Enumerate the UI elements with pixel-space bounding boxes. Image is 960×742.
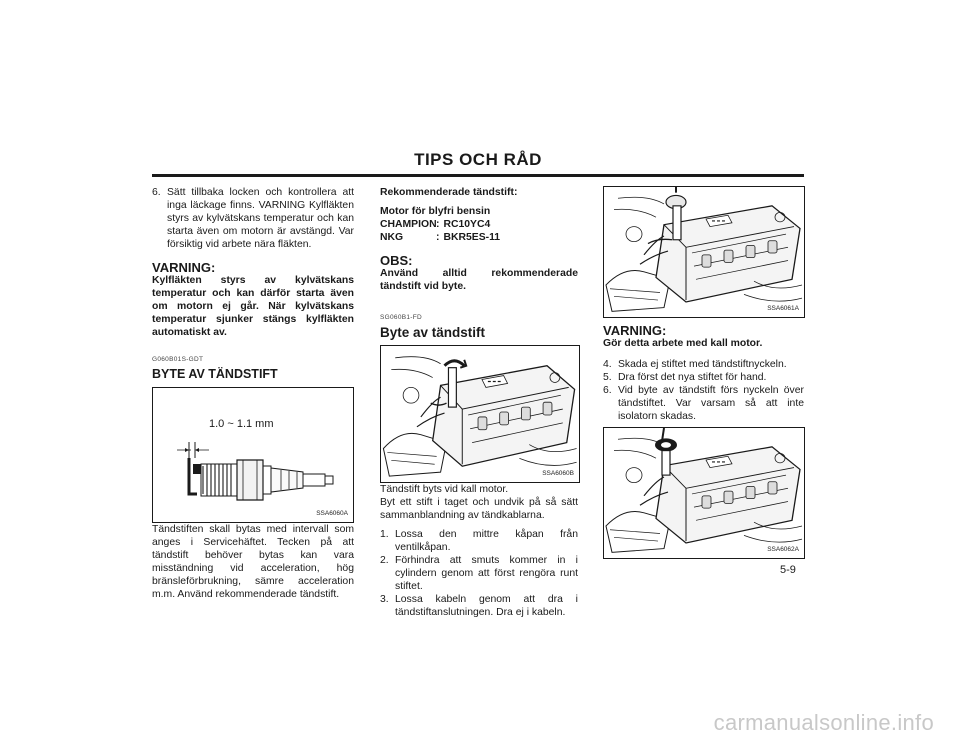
list-text: Lossa den mittre kåpan från ventilkåpan. xyxy=(395,529,578,553)
engine-figure xyxy=(380,345,580,483)
spec-brand: CHAMPION xyxy=(380,219,437,230)
engine-illustration xyxy=(604,187,804,317)
gap-label: 1.0 ~ 1.1 mm xyxy=(209,418,274,430)
spec-separator: : xyxy=(436,232,440,243)
list-number: 3. xyxy=(380,594,389,605)
warning-text: Gör detta arbete med kall motor. xyxy=(603,338,763,349)
spark-plug-figure xyxy=(152,387,354,523)
list-item xyxy=(152,186,354,251)
figure-id: SSA6060A xyxy=(315,507,349,520)
engine-figure xyxy=(603,186,805,318)
spec-separator: : xyxy=(436,219,440,230)
figure-id: SSA6062A xyxy=(766,543,800,556)
list-item xyxy=(603,358,804,371)
spec-model: BKR5ES-11 xyxy=(443,232,501,243)
figure-id: SSA6060B xyxy=(541,467,575,480)
watermark: carmanualsonline.info xyxy=(713,710,934,735)
spark-plug-illustration xyxy=(153,388,353,522)
page-number: 5-9 xyxy=(780,564,796,576)
recommended-heading: Rekommenderade tändstift: xyxy=(380,187,518,198)
list-text: Förhindra att smuts kommer in i cylindern genom att först rengöra runt stiftet. xyxy=(395,555,578,592)
warning-text: Kylfläkten styrs av kylvätskans temperatur och kan därför starta även om motorn ej går. När kylvätskans temperatur sjunker stängs kylfläkten automatiskt av. xyxy=(152,275,354,338)
list-text: Skada ej stiftet med tändstiftnyckeln. xyxy=(618,359,787,370)
column-middle xyxy=(380,186,578,619)
list-number: 1. xyxy=(380,529,389,540)
spec-row xyxy=(380,218,578,231)
spec-row xyxy=(380,231,578,244)
list-text: Sätt tillbaka locken och kontrollera att inga läckage finns. VARNING Kylfläkten styrs av kylvätskans temperatur och kan starta även om motorn är avstängd. Var försiktig vid arbete nära fläkten. xyxy=(167,187,354,250)
list-number: 5. xyxy=(603,372,612,383)
header-rule xyxy=(152,174,804,177)
motor-label: Motor för blyfri bensin xyxy=(380,206,491,217)
obs-heading: OBS: xyxy=(380,253,413,268)
section-heading: BYTE AV TÄNDSTIFT xyxy=(152,367,278,381)
engine-illustration xyxy=(604,428,804,558)
body-text: Tändstift byts vid kall motor. xyxy=(380,484,509,495)
section-code: SG060B1-FD xyxy=(380,314,423,321)
list-number: 6. xyxy=(603,385,612,396)
spec-brand: NKG xyxy=(380,232,404,243)
list-item xyxy=(380,593,578,619)
list-number: 6. xyxy=(152,187,161,198)
list-text: Lossa kabeln genom att dra i tändstiftanslutningen. Dra ej i kabeln. xyxy=(395,594,578,618)
section-code: G060B01S-GDT xyxy=(152,356,204,363)
column-left xyxy=(152,186,354,601)
engine-illustration xyxy=(381,346,579,482)
spec-model: RC10YC4 xyxy=(443,219,491,230)
page-header xyxy=(152,150,804,180)
list-number: 2. xyxy=(380,555,389,566)
list-item xyxy=(380,554,578,593)
column-right xyxy=(603,186,804,559)
warning-heading: VARNING: xyxy=(603,323,667,338)
figure-id: SSA6061A xyxy=(766,302,800,315)
list-text: Vid byte av tändstift förs nyckeln över tändstiftet. Var varsam så att inte isolatorn skadas. xyxy=(618,385,804,422)
engine-figure xyxy=(603,427,805,559)
body-text: Byt ett stift i taget och undvik på så sätt sammanblandning av tändkablarna. xyxy=(380,497,578,521)
list-item xyxy=(603,384,804,423)
warning-heading: VARNING: xyxy=(152,260,216,275)
list-number: 4. xyxy=(603,359,612,370)
list-item xyxy=(380,528,578,554)
obs-text: Använd alltid rekommenderade tändstift vid byte. xyxy=(380,268,578,292)
page-title: TIPS OCH RÅD xyxy=(414,150,542,169)
list-item xyxy=(603,371,804,384)
section-heading: Byte av tändstift xyxy=(380,325,486,340)
list-text: Dra först det nya stiftet för hand. xyxy=(618,372,767,383)
body-text: Tändstiften skall bytas med intervall som anges i Servicehäftet. Tecken på att tändstift behöver bytas kan vara misständning vid acceleration, hög bränsleförbrukning, sämre acceleration m.m. Använd rekommenderade tändstift. xyxy=(152,524,354,600)
